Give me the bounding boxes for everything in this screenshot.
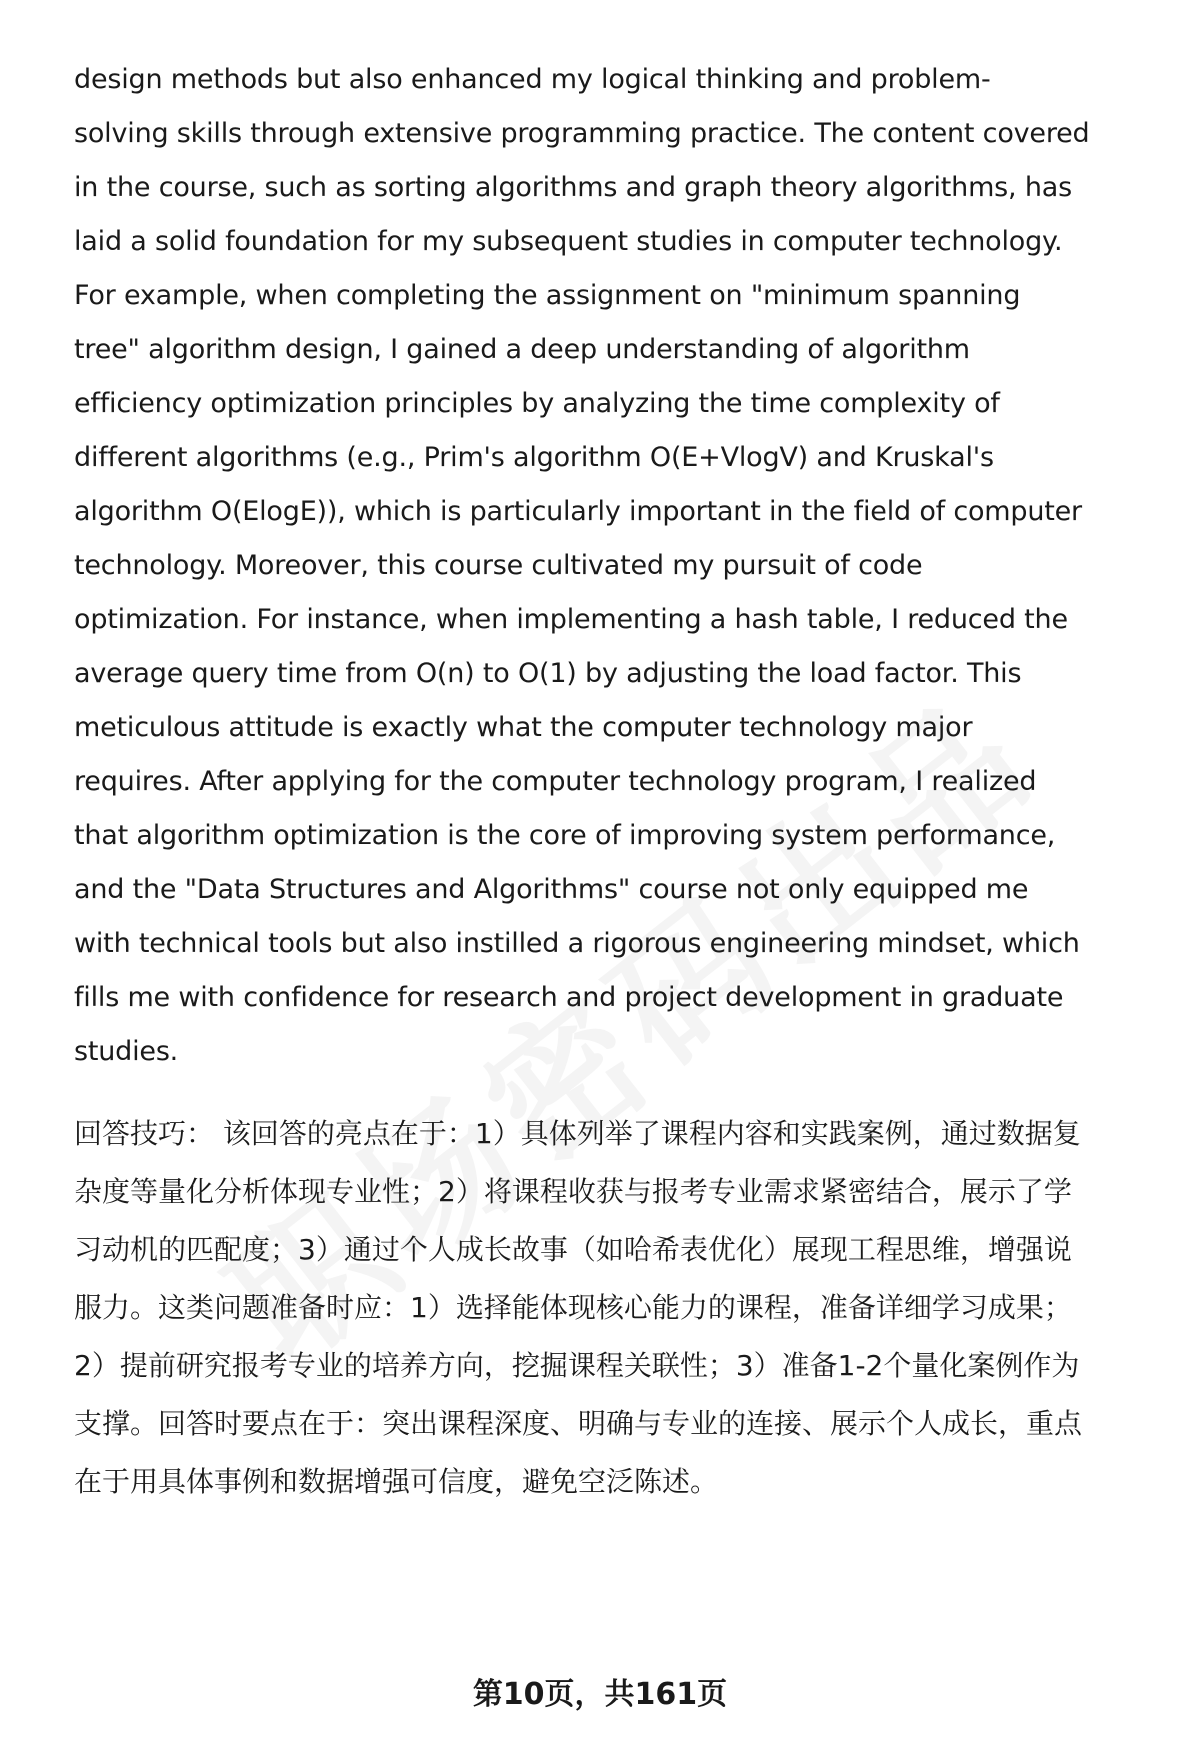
answer-line: design methods but also enhanced my logical thinking and problem-: [74, 64, 991, 95]
answer-line: efficiency optimization principles by analyzing the time complexity of: [74, 388, 1000, 419]
answer-line: with technical tools but also instilled a rigorous engineering mindset, which: [74, 928, 1080, 959]
answer-line: average query time from O(n) to O(1) by adjusting the load factor. This: [74, 658, 1022, 689]
answer-line: tree" algorithm design, I gained a deep understanding of algorithm: [74, 334, 970, 365]
answer-line: laid a solid foundation for my subsequent studies in computer technology.: [74, 226, 1063, 257]
answer-line: meticulous attitude is exactly what the computer technology major: [74, 712, 973, 743]
answer-line: algorithm O(ElogE)), which is particularly important in the field of computer: [74, 496, 1082, 527]
page-number: 第10页，共161页: [472, 1677, 728, 1712]
answer-line: For example, when completing the assignment on "minimum spanning: [74, 280, 1021, 311]
answer-line: fills me with confidence for research and project development in graduate: [74, 982, 1064, 1013]
watermark: [180, 639, 1069, 1400]
tips-line: 回答技巧： 该回答的亮点在于：1）具体列举了课程内容和实践案例，通过数据复: [74, 1117, 1081, 1150]
answer-line: optimization. For instance, when implementing a hash table, I reduced the: [74, 604, 1068, 635]
answer-line: requires. After applying for the computer technology program, I realized: [74, 766, 1037, 797]
tips-line: 在于用具体事例和数据增强可信度，避免空泛陈述。: [74, 1465, 719, 1498]
answer-line: solving skills through extensive programming practice. The content covered: [74, 118, 1090, 149]
answer-line: in the course, such as sorting algorithms and graph theory algorithms, has: [74, 172, 1072, 203]
tips-line: 杂度等量化分析体现专业性；2）将课程收获与报考专业需求紧密结合，展示了学: [74, 1175, 1072, 1208]
answer-line: that algorithm optimization is the core of improving system performance,: [74, 820, 1056, 851]
tips-line: 服力。这类问题准备时应：1）选择能体现核心能力的课程，准备详细学习成果；: [74, 1291, 1072, 1324]
answer-line: and the "Data Structures and Algorithms" course not only equipped me: [74, 874, 1029, 905]
tips-line: 习动机的匹配度；3）通过个人成长故事（如哈希表优化）展现工程思维，增强说: [74, 1233, 1072, 1266]
answer-line: technology. Moreover, this course cultivated my pursuit of code: [74, 550, 923, 581]
tips-line: 支撑。回答时要点在于：突出课程深度、明确与专业的连接、展示个人成长，重点: [74, 1407, 1083, 1440]
answer-line: studies.: [74, 1036, 179, 1067]
tips-line: 2）提前研究报考专业的培养方向，挖掘课程关联性；3）准备1-2个量化案例作为: [74, 1349, 1080, 1382]
answer-line: different algorithms (e.g., Prim's algorithm O(E+VlogV) and Kruskal's: [74, 442, 994, 473]
